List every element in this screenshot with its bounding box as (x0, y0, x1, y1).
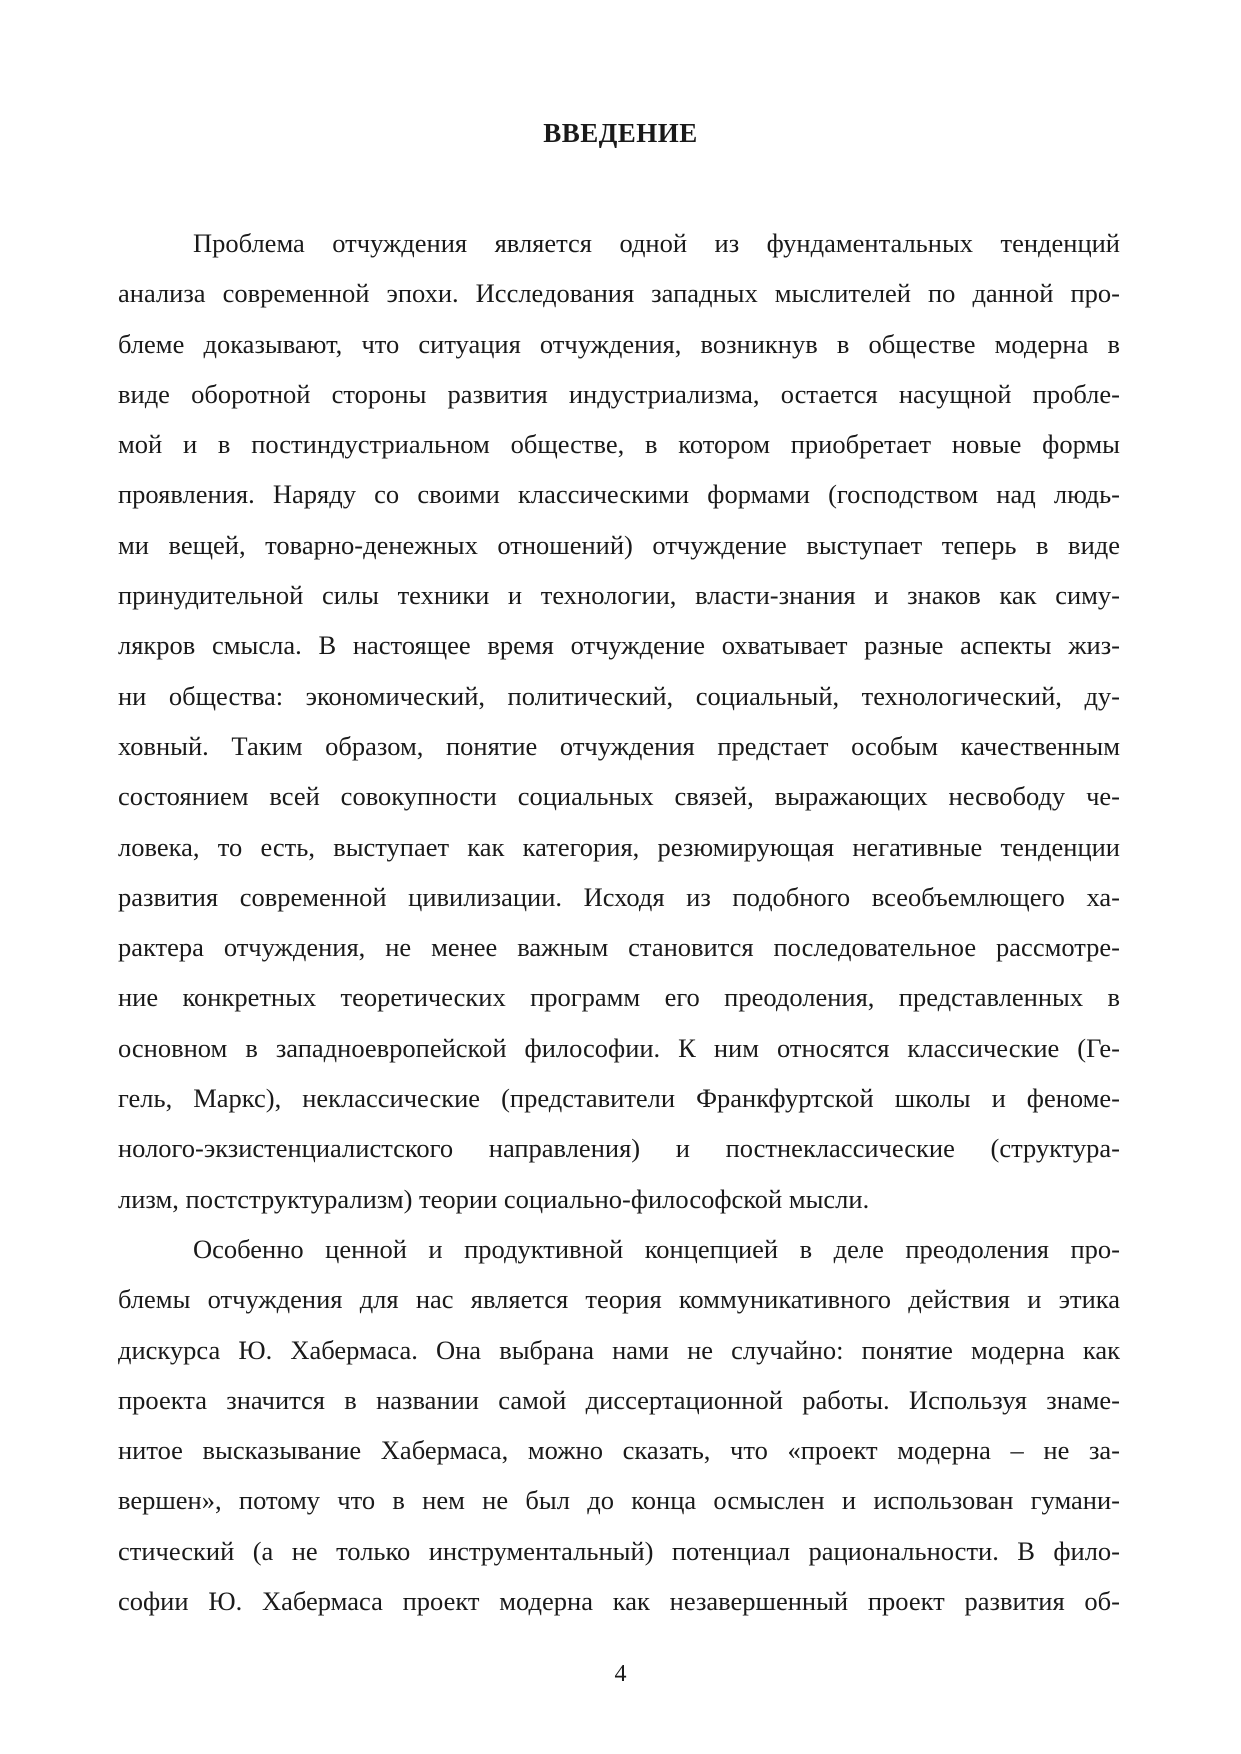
text-line: блемы отчуждения для нас является теория коммуникативного действия и этика (118, 1284, 1120, 1315)
text-line: стический (а не только инструментальный) потенциал рациональности. В фило- (118, 1535, 1120, 1566)
text-line: ние конкретных теоретических программ его преодоления, представленных в (118, 982, 1120, 1013)
text-line: анализа современной эпохи. Исследования западных мыслителей по данной про- (118, 278, 1120, 309)
text-line: мой и в постиндустриальном обществе, в котором приобретает новые формы (118, 429, 1120, 460)
text-line: Особенно ценной и продуктивной концепцией в деле преодоления про- (193, 1233, 1120, 1264)
text-line: проекта значится в названии самой диссертационной работы. Используя знаме- (118, 1384, 1120, 1415)
body-text (118, 218, 1120, 1626)
text-line: лизм, постструктурализм) теории социально-философской мысли. (118, 1183, 870, 1214)
section-heading: ВВЕДЕНИЕ (543, 118, 698, 148)
text-line: Проблема отчуждения является одной из фундаментальных тенденций (193, 228, 1120, 258)
text-line: состоянием всей совокупности социальных связей, выражающих несвободу че- (118, 781, 1120, 812)
text-line: нитое высказывание Хабермаса, можно сказать, что «проект модерна – не за- (118, 1435, 1120, 1466)
text-line: виде оборотной стороны развития индустриализма, остается насущной пробле- (118, 378, 1120, 409)
text-line: блеме доказывают, что ситуация отчуждения, возникнув в обществе модерна в (118, 328, 1120, 359)
text-line: проявления. Наряду со своими классическими формами (господством над людь- (118, 479, 1120, 510)
text-line: нолого-экзистенциалистского направления) и постнеклассические (структура- (118, 1133, 1120, 1164)
text-line: рактера отчуждения, не менее важным становится последовательное рассмотре- (118, 932, 1120, 963)
page-number: 4 (614, 1661, 627, 1687)
text-line: дискурса Ю. Хабермаса. Она выбрана нами не случайно: понятие модерна как (118, 1334, 1120, 1365)
text-line: основном в западноевропейской философии. К ним относятся классические (Ге- (118, 1032, 1120, 1063)
text-line: гель, Маркс), неклассические (представители Франкфуртской школы и феноме- (118, 1083, 1120, 1114)
text-line: лякров смысла. В настоящее время отчуждение охватывает разные аспекты жиз- (118, 630, 1120, 661)
text-line: ни общества: экономический, политический, социальный, технологический, ду- (118, 680, 1120, 711)
text-line: вершен», потому что в нем не был до конца осмыслен и использован гумани- (118, 1485, 1120, 1516)
text-line: развития современной цивилизации. Исходя из подобного всеобъемлющего ха- (118, 881, 1120, 912)
text-line: софии Ю. Хабермаса проект модерна как незавершенный проект развития об- (118, 1586, 1120, 1617)
text-line: принудительной силы техники и технологии, власти-знания и знаков как симу- (118, 580, 1120, 611)
text-line: ховный. Таким образом, понятие отчуждения предстает особым качественным (118, 730, 1120, 761)
text-line: ми вещей, товарно-денежных отношений) отчуждение выступает теперь в виде (118, 529, 1120, 560)
text-line: ловека, то есть, выступает как категория, резюмирующая негативные тенденции (118, 831, 1120, 862)
